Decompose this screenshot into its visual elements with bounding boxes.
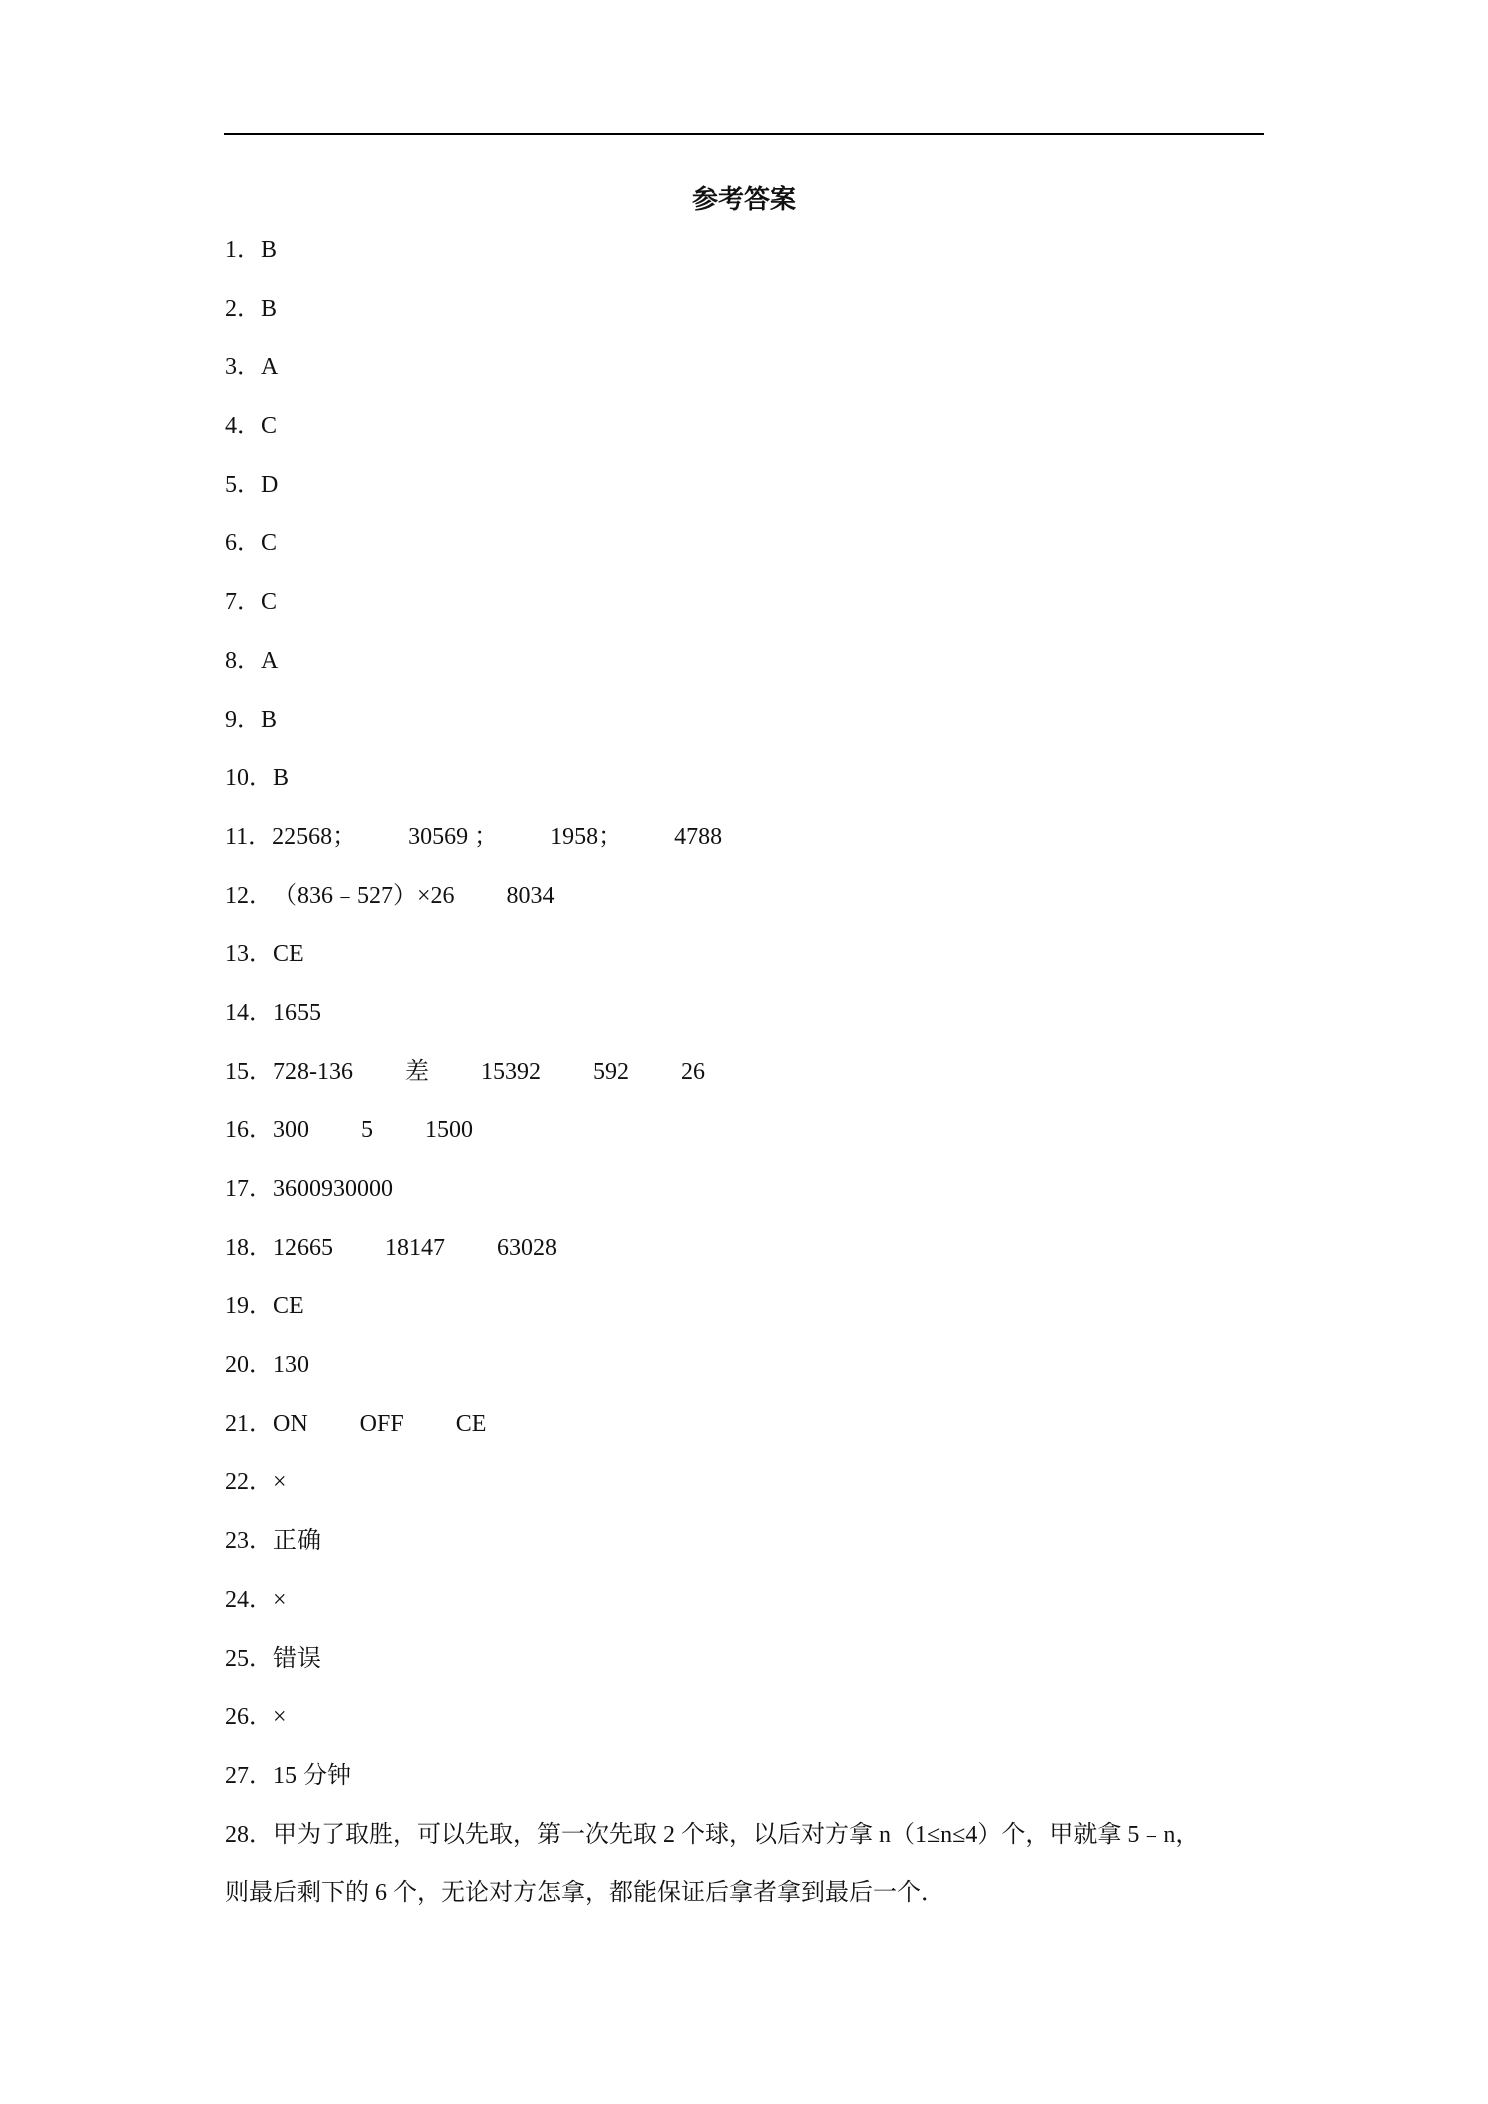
- answer-row: [225, 1345, 1270, 1404]
- answer-part: A: [261, 354, 279, 381]
- answer-content: [273, 1404, 486, 1444]
- answer-part: 8034: [506, 882, 555, 909]
- answer-part: C: [261, 589, 278, 616]
- answer-part: 26: [681, 1058, 705, 1085]
- answer-28: [225, 1815, 1270, 1913]
- answer-content: [273, 1580, 287, 1620]
- answer-row: [225, 582, 1270, 641]
- answer-content: [273, 1639, 321, 1679]
- answer-part: 22568；: [272, 823, 357, 850]
- answer-list: [225, 230, 1270, 1931]
- answer-part: 130: [273, 1352, 309, 1379]
- answer-part: 15392: [481, 1058, 541, 1085]
- answer-part: ON: [273, 1410, 308, 1437]
- answer-content: [273, 993, 321, 1033]
- answer-content: [273, 876, 555, 916]
- answer-part: 1655: [273, 999, 321, 1026]
- answer-content: [261, 582, 277, 622]
- answer-part: 15 分钟: [273, 1762, 351, 1789]
- answer-row: [225, 1052, 1270, 1111]
- answer-part: CE: [455, 1410, 487, 1437]
- answer-28-line2: 则最后剩下的 6 个，无论对方怎拿，都能保证后拿者拿到最后一个．: [225, 1879, 945, 1906]
- answer-row: [225, 406, 1270, 465]
- answer-part: 592: [593, 1058, 629, 1085]
- answer-content: [273, 1462, 287, 1502]
- answer-number: 13．: [225, 941, 273, 968]
- answer-row: [225, 1697, 1270, 1756]
- header-rule: [224, 133, 1264, 135]
- answer-row: [225, 934, 1270, 993]
- answer-content: [273, 1286, 304, 1326]
- answer-row: [225, 230, 1270, 289]
- answer-part: 30569 ；: [408, 823, 499, 850]
- answer-content: [261, 641, 278, 681]
- answer-number: 16．: [225, 1117, 273, 1144]
- answer-part: 4788: [674, 823, 723, 850]
- answer-part: 5: [361, 1117, 373, 1144]
- answer-content: [261, 347, 278, 387]
- answer-content: [273, 1052, 705, 1092]
- answer-part: B: [261, 237, 278, 263]
- answer-part: C: [261, 413, 278, 440]
- answer-number: 27．: [225, 1762, 273, 1789]
- answer-row: [225, 1462, 1270, 1521]
- answer-row: [225, 1169, 1270, 1228]
- answer-number: 19．: [225, 1293, 273, 1320]
- answer-part: ×: [273, 1469, 287, 1496]
- answer-part: C: [261, 530, 278, 557]
- answer-part: ×: [273, 1586, 287, 1613]
- answer-row: [225, 876, 1270, 935]
- answer-number: 12．: [225, 882, 273, 909]
- answer-row: [225, 1580, 1270, 1639]
- answer-part: B: [261, 706, 278, 733]
- answer-content: [273, 1756, 351, 1796]
- answer-number: 3．: [225, 354, 261, 381]
- answer-content: [261, 289, 277, 329]
- answer-part: B: [261, 295, 278, 322]
- answer-row: [225, 758, 1270, 817]
- answer-row: [225, 817, 1270, 876]
- answer-number: 18．: [225, 1234, 273, 1261]
- answer-content: [273, 1521, 321, 1561]
- answer-content: [261, 465, 278, 505]
- answer-row: [225, 1639, 1270, 1698]
- answer-number: 22．: [225, 1469, 273, 1496]
- answer-number: 2．: [225, 295, 261, 322]
- answer-number: 14．: [225, 999, 273, 1026]
- answer-row: [225, 1110, 1270, 1169]
- answer-number: 17．: [225, 1176, 273, 1202]
- answer-part: 12665: [273, 1234, 333, 1261]
- answer-number: 8．: [225, 647, 261, 674]
- answer-part: 300: [273, 1117, 309, 1144]
- answer-content: [273, 1345, 309, 1385]
- answer-part: 63028: [497, 1234, 557, 1261]
- answer-part: OFF: [359, 1410, 404, 1437]
- answer-row: [225, 993, 1270, 1052]
- answer-number: 1．: [225, 237, 261, 263]
- answer-number: 24．: [225, 1586, 273, 1613]
- answer-part: 3600930000: [273, 1176, 393, 1202]
- answer-number: 15．: [225, 1058, 273, 1085]
- answer-content: [273, 1169, 393, 1209]
- answer-part: 错误: [273, 1645, 321, 1672]
- answer-number: 26．: [225, 1704, 273, 1731]
- answer-row: [225, 641, 1270, 700]
- answer-number: 7．: [225, 589, 261, 616]
- answer-content: [273, 1110, 473, 1150]
- answer-number: 23．: [225, 1528, 273, 1555]
- answer-row: [225, 347, 1270, 406]
- answer-part: ×: [273, 1704, 287, 1731]
- answer-number: 4．: [225, 413, 261, 440]
- answer-part: B: [273, 765, 290, 792]
- answer-part: 正确: [273, 1528, 321, 1555]
- answer-row: [225, 465, 1270, 524]
- answer-part: D: [261, 471, 279, 498]
- answer-number: 9．: [225, 706, 261, 733]
- answer-part: 1958；: [550, 823, 623, 850]
- answer-row: [225, 1228, 1270, 1287]
- answer-row: [225, 1286, 1270, 1345]
- answer-number: 10．: [225, 765, 273, 792]
- answer-content: [261, 523, 277, 563]
- answer-content: [261, 406, 277, 446]
- answer-row: [225, 1404, 1270, 1463]
- answer-row: [225, 289, 1270, 348]
- answer-rows: [225, 230, 1270, 1815]
- answer-part: 1500: [425, 1117, 473, 1144]
- answer-content: [273, 934, 304, 974]
- answer-part: 差: [405, 1058, 429, 1085]
- answer-content: [273, 1228, 557, 1268]
- answer-28-line1: 28．甲为了取胜，可以先取，第一次先取 2 个球，以后对方拿 n（1≤n≤4）个，甲就拿 5﹣n，: [225, 1821, 1200, 1848]
- answer-content: [273, 758, 289, 798]
- answer-part: 728-136: [273, 1058, 353, 1085]
- answer-part: A: [261, 647, 279, 674]
- answer-number: 11．: [225, 823, 273, 850]
- answer-number: 21．: [225, 1410, 273, 1437]
- answer-part: 18147: [385, 1234, 445, 1261]
- answer-number: 5．: [225, 471, 261, 498]
- answer-number: 6．: [225, 530, 261, 557]
- answer-row: [225, 523, 1270, 582]
- answer-number: 25．: [225, 1645, 273, 1672]
- answer-row: [225, 1521, 1270, 1580]
- answer-content: [261, 230, 277, 270]
- answer-row: [225, 1756, 1270, 1815]
- answer-content: [261, 700, 277, 740]
- answer-part: （836﹣527）×26: [273, 882, 455, 909]
- answer-part: CE: [273, 1293, 304, 1320]
- answer-part: CE: [273, 941, 304, 968]
- answer-number: 20．: [225, 1352, 273, 1379]
- answer-row: [225, 700, 1270, 759]
- page-title: 参考答案: [691, 185, 796, 214]
- answer-content: [273, 1697, 287, 1737]
- answer-content: [272, 817, 722, 857]
